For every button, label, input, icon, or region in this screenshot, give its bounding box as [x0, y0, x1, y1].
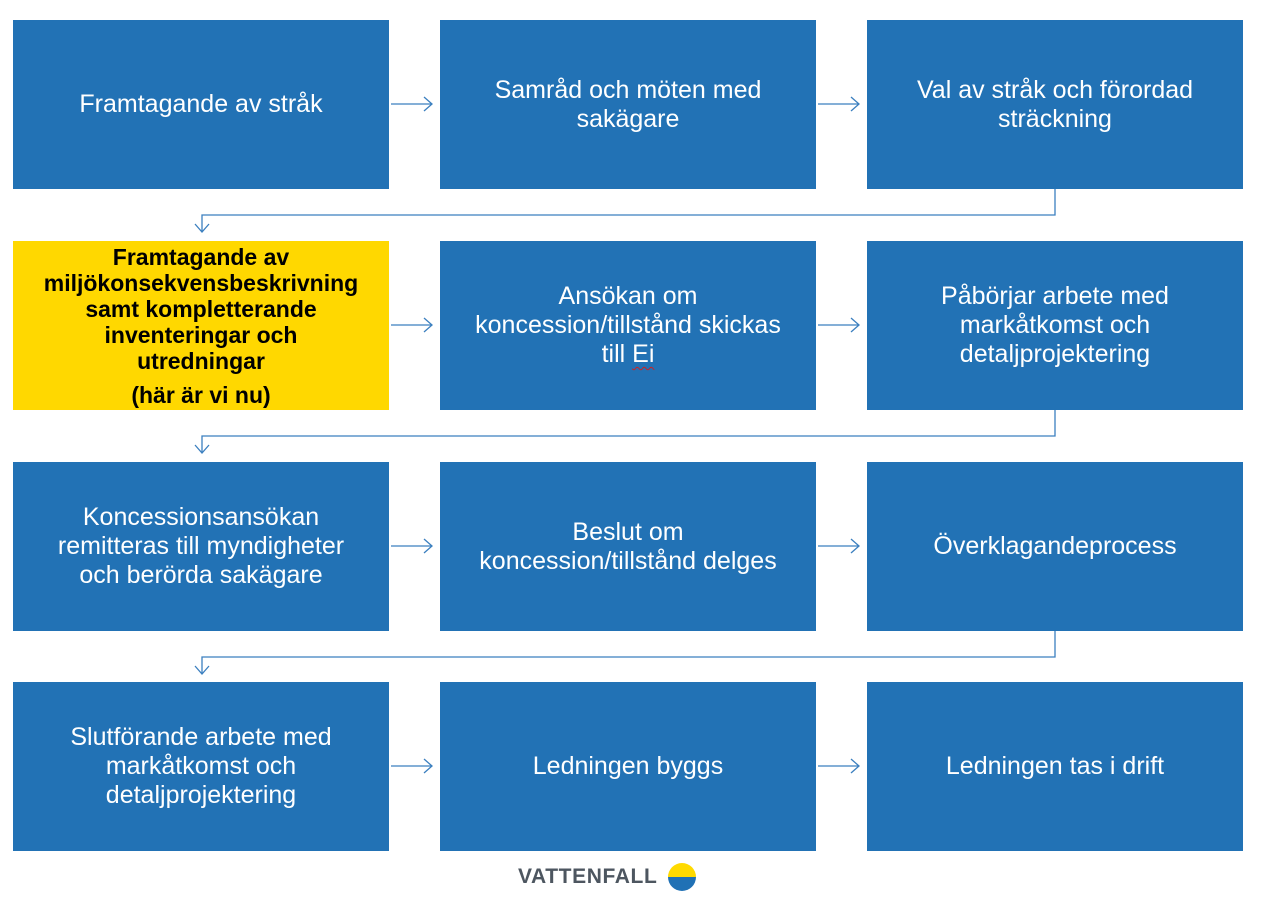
arrow-1-2: [391, 97, 432, 111]
wrap-arrow-row1-row2: [195, 189, 1055, 232]
vattenfall-logo: [518, 862, 697, 892]
wrap-arrow-row3-row4: [195, 631, 1055, 674]
step-text: och berörda sakägare: [79, 561, 323, 589]
step-text: Slutförande arbete med: [70, 723, 332, 751]
step-text: markåtkomst och: [959, 311, 1151, 339]
step-text: sakägare: [576, 104, 680, 133]
current-position-note: (här är vi nu): [131, 381, 271, 408]
step-text: Överklagandeprocess: [933, 532, 1177, 560]
step-text: Framtagande av: [112, 243, 290, 270]
step-samrad: [440, 20, 816, 189]
step-text-prefix: till: [601, 340, 633, 368]
arrow-7-8: [391, 539, 432, 553]
arrow-8-9: [818, 539, 859, 553]
arrow-10-11: [391, 759, 432, 773]
step-drift: [867, 682, 1243, 851]
step-text: sträckning: [998, 104, 1112, 133]
step-text: miljökonsekvensbeskrivning: [43, 269, 359, 296]
spellcheck-marked-word: Ei: [632, 340, 655, 368]
step-text: detaljprojektering: [959, 340, 1151, 368]
vattenfall-mark-icon: [667, 862, 697, 892]
step-text: Koncessionsansökan: [82, 503, 320, 531]
step-text: remitteras till myndigheter: [57, 532, 345, 560]
step-text: utredningar: [137, 347, 265, 374]
step-byggs: [440, 682, 816, 851]
step-text: Framtagande av stråk: [79, 90, 323, 118]
step-text: [602, 340, 655, 369]
logo-wordmark: VATTENFALL: [518, 865, 658, 888]
wrap-arrow-row2-row3: [195, 410, 1055, 453]
step-text: Val av stråk och förordad: [916, 75, 1194, 104]
step-text: samt kompletterande: [85, 295, 317, 322]
step-text: koncession/tillstånd skickas: [475, 311, 781, 339]
step-framtagande-av-strak: [13, 20, 389, 189]
arrow-2-3: [818, 97, 859, 111]
arrow-5-6: [818, 318, 859, 332]
step-text: Ledningen tas i drift: [945, 752, 1165, 780]
step-text: Samråd och möten med: [494, 75, 762, 104]
arrow-11-12: [818, 759, 859, 773]
step-text: inventeringar och: [104, 321, 298, 348]
step-ansokan: [440, 241, 816, 410]
step-text: Ledningen byggs: [532, 752, 724, 780]
step-overklagande: [867, 462, 1243, 631]
step-beslut: [440, 462, 816, 631]
step-text: Ansökan om: [558, 282, 698, 310]
step-text: Beslut om: [572, 517, 684, 546]
arrow-4-5: [391, 318, 432, 332]
step-val-av-strak: [867, 20, 1243, 189]
step-slutforande: [13, 682, 389, 851]
step-mkb-current: [13, 241, 389, 410]
step-text: detaljprojektering: [105, 781, 297, 809]
step-text: koncession/tillstånd delges: [479, 546, 777, 575]
step-text: markåtkomst och: [105, 752, 297, 780]
step-paborjar: [867, 241, 1243, 410]
step-text: Påbörjar arbete med: [941, 282, 1169, 310]
step-remitteras: [13, 462, 389, 631]
